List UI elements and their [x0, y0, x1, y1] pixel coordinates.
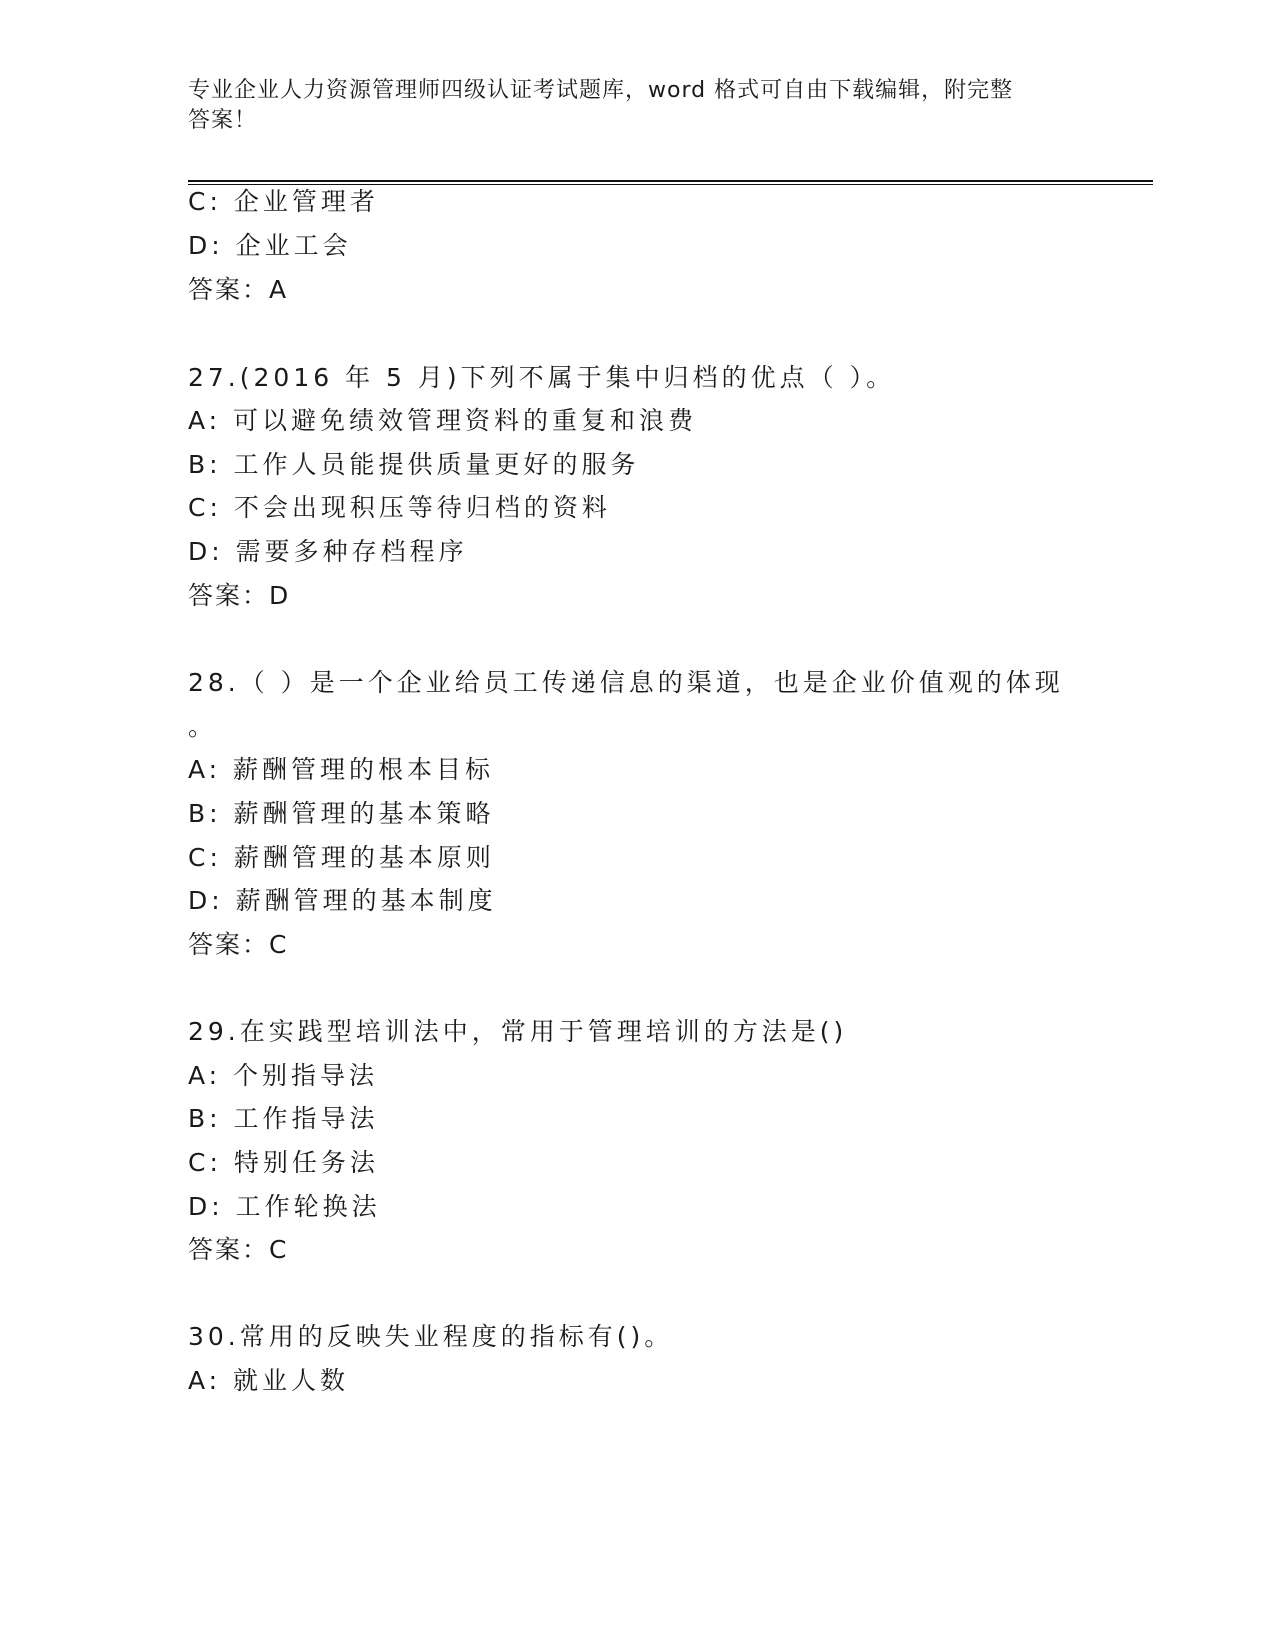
- q29-answer: 答案：C: [188, 1235, 289, 1264]
- q27-option-d: D: 需要多种存档程序: [188, 537, 468, 566]
- q28-answer: 答案：C: [188, 930, 289, 959]
- header-rule-thin: [188, 184, 1153, 185]
- q30-question: 30.常用的反映失业程度的指标有()。: [188, 1322, 674, 1351]
- q27-option-c: C: 不会出现积压等待归档的资料: [188, 493, 611, 522]
- q27-option-b: B: 工作人员能提供质量更好的服务: [188, 450, 640, 479]
- q30-option-a: A: 就业人数: [188, 1366, 350, 1395]
- q26-option-d: D: 企业工会: [188, 231, 352, 260]
- q28-option-c: C: 薪酬管理的基本原则: [188, 843, 495, 872]
- q29-question: 29.在实践型培训法中，常用于管理培训的方法是(): [188, 1017, 848, 1046]
- header-line-1: 专业企业人力资源管理师四级认证考试题库，word 格式可自由下载编辑，附完整: [188, 78, 1014, 103]
- q28-question-line-2: 。: [188, 712, 218, 741]
- q27-question: 27.(2016 年 5 月)下列不属于集中归档的优点（ ）。: [188, 363, 896, 392]
- header-rule-thick: [188, 180, 1153, 182]
- q28-option-b: B: 薪酬管理的基本策略: [188, 799, 495, 828]
- q29-option-a: A: 个别指导法: [188, 1061, 379, 1090]
- q26-option-c: C: 企业管理者: [188, 187, 379, 216]
- q28-option-d: D: 薪酬管理的基本制度: [188, 886, 497, 915]
- q26-answer: 答案：A: [188, 275, 289, 304]
- header-line-2: 答案！: [188, 108, 258, 133]
- page-header: [188, 76, 1068, 136]
- q28-question-line-1: 28.（ ）是一个企业给员工传递信息的渠道，也是企业价值观的体现: [188, 668, 1064, 697]
- q29-option-b: B: 工作指导法: [188, 1104, 379, 1133]
- q27-answer: 答案：D: [188, 581, 291, 610]
- q27-option-a: A: 可以避免绩效管理资料的重复和浪费: [188, 406, 698, 435]
- q29-option-d: D: 工作轮换法: [188, 1192, 381, 1221]
- q28-option-a: A: 薪酬管理的根本目标: [188, 755, 495, 784]
- q29-option-c: C: 特别任务法: [188, 1148, 379, 1177]
